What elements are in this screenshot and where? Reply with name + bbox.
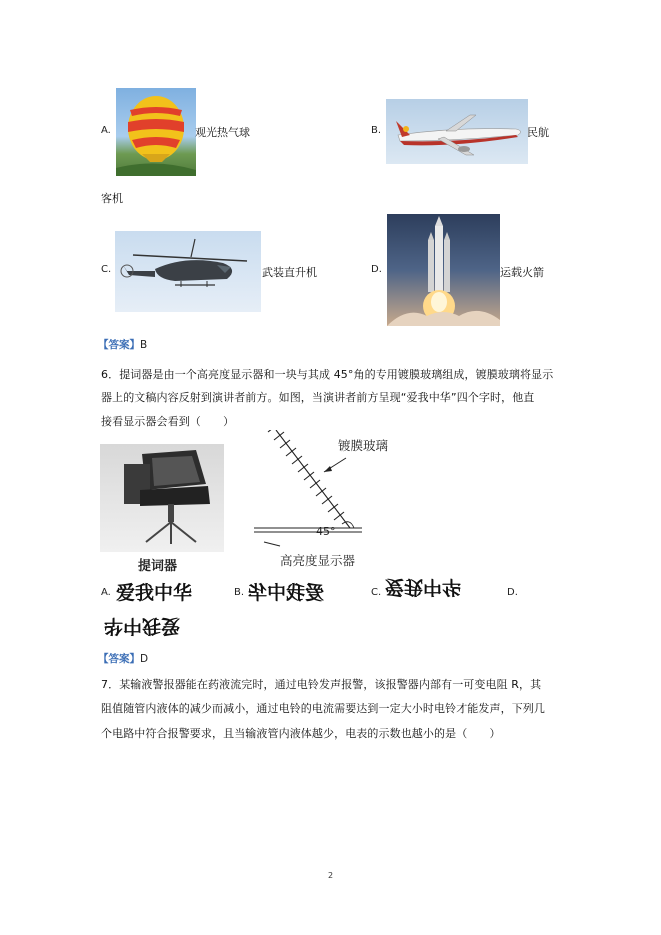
q6-option-b-glyphs: 爱我中华 <box>247 582 324 604</box>
option-b-text: 民航 <box>527 126 549 139</box>
q6-option-d-glyphs: 爱我中华 <box>103 615 180 637</box>
answer-tag: 【答案】 <box>98 339 140 351</box>
teleprompter-caption: 提词器 <box>138 559 178 574</box>
q6-line-2: 器上的文稿内容反射到演讲者前方。如图，当演讲者前方呈现“爱我中华”四个字时，他直 <box>101 391 535 404</box>
coated-glass-label: 镀膜玻璃 <box>338 438 389 453</box>
answer-tag: 【答案】 <box>98 653 140 665</box>
option-b-letter: B. <box>371 125 382 136</box>
q7-line-3: 个电路中符合报警要求，且当输液管内液体越少，电表的示数也越小的是（ ） <box>101 727 501 740</box>
teleprompter-photo <box>100 444 224 552</box>
answer-value: D <box>140 653 149 665</box>
option-c-text: 武装直升机 <box>262 266 317 279</box>
option-a-text: 观光热气球 <box>195 126 250 139</box>
option-d-text: 运载火箭 <box>500 266 544 279</box>
hot-air-balloon-photo <box>116 88 196 176</box>
display-label-arrow <box>264 542 280 546</box>
airliner-photo <box>386 99 528 164</box>
q6-option-d-letter: D. <box>507 587 518 598</box>
option-d-letter: D. <box>371 264 382 275</box>
q6-line-3: 接看显示器会看到（ ） <box>101 415 235 428</box>
rocket-photo <box>387 214 500 326</box>
q7-line-2: 阻值随管内液体的减少而减小，通过电铃的电流需要达到一定大小时电铃才能发声，下列几 <box>101 702 545 715</box>
q6-option-c-letter: C. <box>371 587 382 598</box>
q7-line-1: 7．某输液警报器能在药液流完时，通过电铃发声报警，该报警器内部有一可变电阻 R，其 <box>101 678 542 691</box>
page-number: 2 <box>328 871 334 880</box>
answer-q5 <box>98 337 147 352</box>
q6-option-a-letter: A. <box>101 587 111 598</box>
answer-q6 <box>98 651 148 666</box>
display-label: 高亮度显示器 <box>280 553 356 568</box>
q6-option-c-glyphs: 爱我中华 <box>385 576 462 598</box>
q6-option-b-letter: B. <box>234 587 245 598</box>
option-c-letter: C. <box>101 264 112 275</box>
helicopter-photo <box>115 231 261 312</box>
option-b-text-continued: 客机 <box>101 192 123 205</box>
answer-value: B <box>140 339 148 351</box>
angle-label: 45° <box>316 525 336 538</box>
q6-line-1: 6．提词器是由一个高亮度显示器和一块与其成 45°角的专用镀膜玻璃组成，镀膜玻璃将显示 <box>101 368 554 381</box>
q6-option-a-glyphs: 爱我中华 <box>116 582 193 604</box>
option-a-letter: A. <box>101 125 111 136</box>
